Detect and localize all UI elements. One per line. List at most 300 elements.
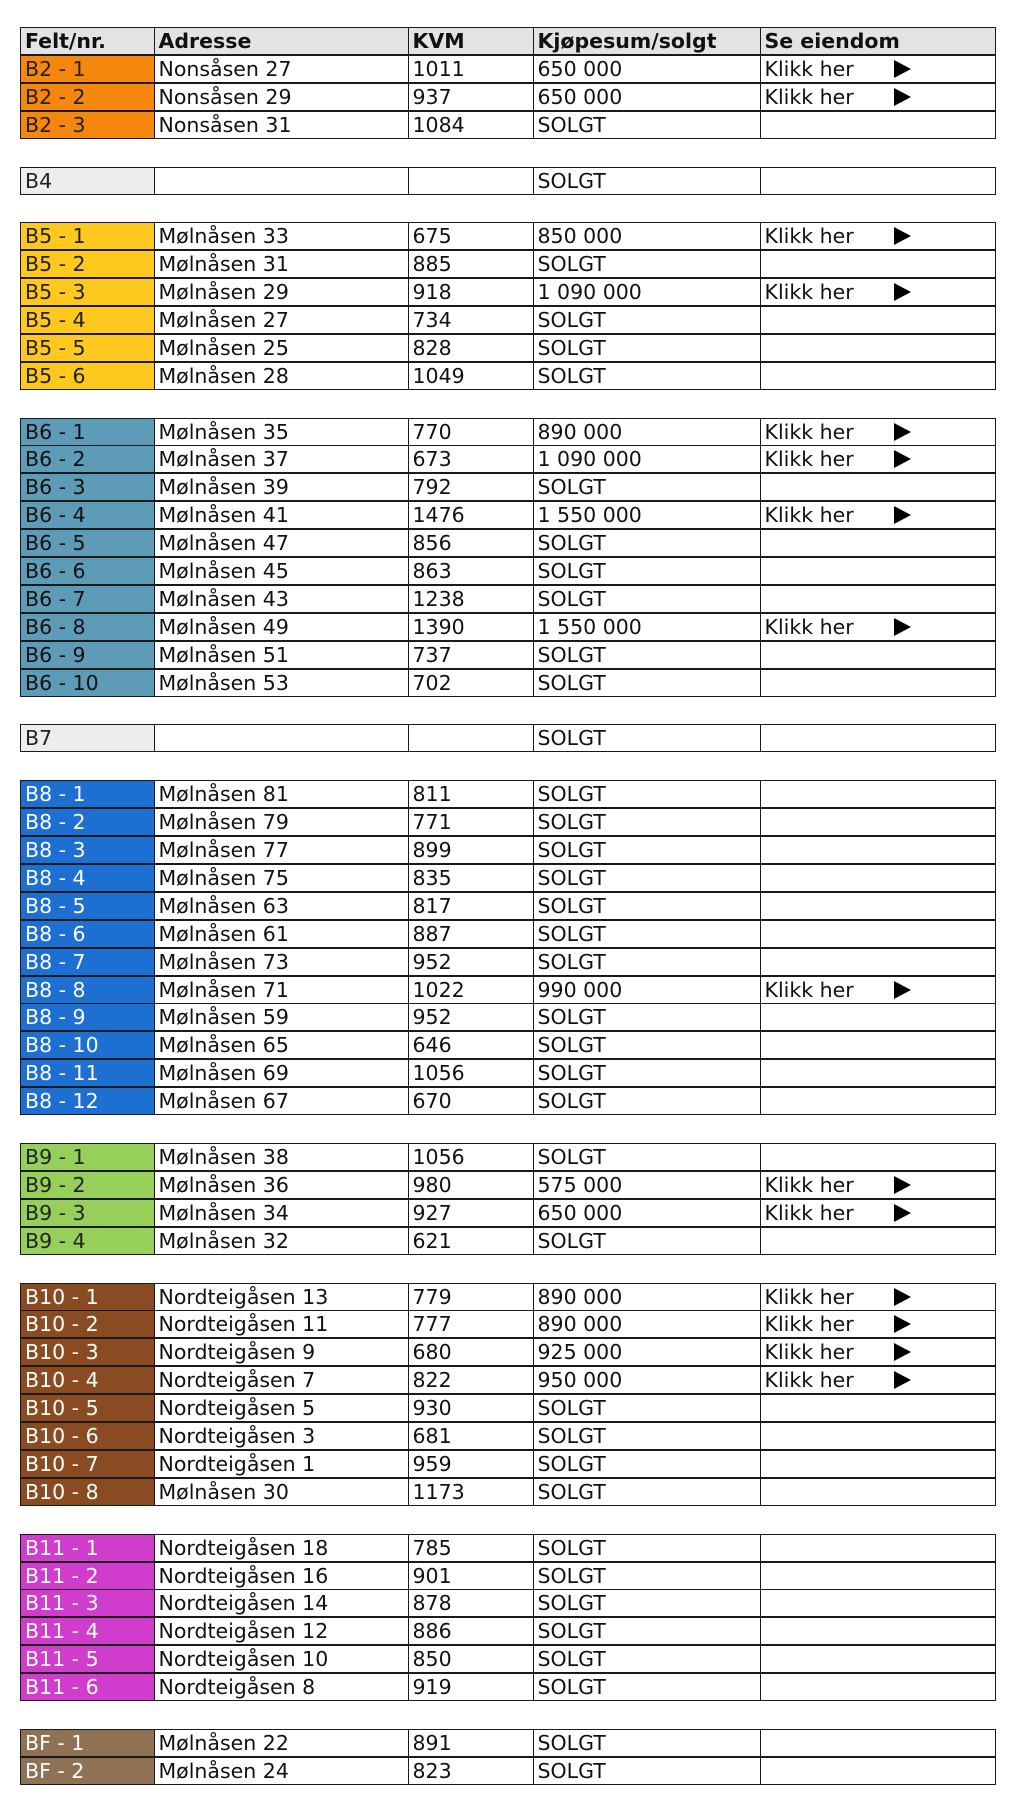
kvm-cell: 1390: [408, 613, 534, 641]
view-property-label[interactable]: Klikk her: [764, 978, 854, 1002]
kvm-cell: 930: [408, 1394, 534, 1422]
plot-id-cell: B8 - 6: [20, 920, 155, 948]
address-cell: [154, 724, 410, 752]
table-row: [20, 334, 996, 362]
view-property-cell: [760, 306, 996, 334]
view-property-cell: [760, 1729, 996, 1757]
table-row: [20, 1366, 996, 1394]
plot-id-cell: B10 - 2: [20, 1310, 155, 1338]
table-row: [20, 836, 996, 864]
address-cell: Mølnåsen 71: [154, 976, 410, 1004]
view-property-cell: [760, 1645, 996, 1673]
address-cell: Nonsåsen 27: [154, 55, 410, 83]
address-cell: Nordteigåsen 3: [154, 1422, 410, 1450]
view-property-label[interactable]: Klikk her: [764, 1173, 854, 1197]
kvm-cell: 980: [408, 1171, 534, 1199]
table-row: [20, 1171, 996, 1199]
plot-id-cell: B5 - 5: [20, 334, 155, 362]
address-cell: Nordteigåsen 13: [154, 1283, 410, 1311]
play-triangle-icon[interactable]: [894, 283, 911, 301]
view-property-label[interactable]: Klikk her: [764, 1340, 854, 1364]
view-property-link[interactable]: [760, 1171, 996, 1199]
plot-id-cell: B7: [20, 724, 155, 752]
table-row: [20, 948, 996, 976]
table-row: [20, 1757, 996, 1785]
price-cell: 1 090 000: [533, 278, 761, 306]
header-felt: Felt/nr.: [20, 27, 155, 55]
plot-id-cell: B10 - 3: [20, 1338, 155, 1366]
address-cell: Mølnåsen 73: [154, 948, 410, 976]
play-triangle-icon[interactable]: [894, 227, 911, 245]
table-row: [20, 1338, 996, 1366]
kvm-cell: 1476: [408, 501, 534, 529]
address-cell: Mølnåsen 47: [154, 529, 410, 557]
kvm-cell: 878: [408, 1589, 534, 1617]
view-property-label[interactable]: Klikk her: [764, 447, 854, 471]
address-cell: Nonsåsen 29: [154, 83, 410, 111]
kvm-cell: [408, 167, 534, 195]
price-cell: 650 000: [533, 55, 761, 83]
price-cell: SOLGT: [533, 1617, 761, 1645]
address-cell: Mølnåsen 79: [154, 808, 410, 836]
kvm-cell: 1049: [408, 362, 534, 390]
kvm-cell: 621: [408, 1227, 534, 1255]
price-cell: 890 000: [533, 1283, 761, 1311]
table-row: [20, 418, 996, 446]
view-property-cell: [760, 948, 996, 976]
price-cell: 575 000: [533, 1171, 761, 1199]
price-cell: SOLGT: [533, 669, 761, 697]
plot-id-cell: B5 - 2: [20, 250, 155, 278]
plot-id-cell: B5 - 3: [20, 278, 155, 306]
view-property-cell: [760, 780, 996, 808]
view-property-cell: [760, 334, 996, 362]
kvm-cell: 927: [408, 1199, 534, 1227]
plot-id-cell: B8 - 1: [20, 780, 155, 808]
play-triangle-icon[interactable]: [894, 423, 911, 441]
view-property-cell: [760, 1617, 996, 1645]
view-property-cell: [760, 557, 996, 585]
address-cell: Mølnåsen 30: [154, 1478, 410, 1506]
view-property-cell: [760, 1394, 996, 1422]
view-property-cell: [760, 1031, 996, 1059]
kvm-cell: 681: [408, 1422, 534, 1450]
kvm-cell: 918: [408, 278, 534, 306]
price-cell: SOLGT: [533, 1227, 761, 1255]
kvm-cell: 670: [408, 1087, 534, 1115]
play-triangle-icon[interactable]: [894, 1176, 911, 1194]
plot-id-cell: B6 - 3: [20, 473, 155, 501]
view-property-cell: [760, 724, 996, 752]
price-cell: SOLGT: [533, 362, 761, 390]
plot-id-cell: B6 - 7: [20, 585, 155, 613]
address-cell: Mølnåsen 38: [154, 1143, 410, 1171]
view-property-cell: [760, 1757, 996, 1785]
plot-id-cell: B10 - 5: [20, 1394, 155, 1422]
kvm-cell: 959: [408, 1450, 534, 1478]
address-cell: Nordteigåsen 1: [154, 1450, 410, 1478]
table-row: [20, 1394, 996, 1422]
table-row: [20, 83, 996, 111]
table-row: [20, 111, 996, 139]
address-cell: Nordteigåsen 9: [154, 1338, 410, 1366]
table-row: [20, 1143, 996, 1171]
plot-id-cell: B5 - 6: [20, 362, 155, 390]
address-cell: Nordteigåsen 10: [154, 1645, 410, 1673]
address-cell: [154, 167, 410, 195]
view-property-cell: [760, 1673, 996, 1701]
table-row: [20, 1534, 996, 1562]
view-property-link[interactable]: [760, 1283, 996, 1311]
view-property-cell: [760, 669, 996, 697]
price-cell: SOLGT: [533, 306, 761, 334]
table-row: [20, 55, 996, 83]
table-row: [20, 306, 996, 334]
table-row: [20, 1087, 996, 1115]
price-cell: 850 000: [533, 222, 761, 250]
view-property-link[interactable]: [760, 1199, 996, 1227]
price-cell: SOLGT: [533, 1673, 761, 1701]
plot-id-cell: B2 - 1: [20, 55, 155, 83]
table-row: [20, 892, 996, 920]
table-row: [20, 1673, 996, 1701]
plot-id-cell: B5 - 4: [20, 306, 155, 334]
table-row: [20, 864, 996, 892]
table-row: [20, 1645, 996, 1673]
address-cell: Mølnåsen 37: [154, 445, 410, 473]
price-cell: SOLGT: [533, 557, 761, 585]
price-cell: SOLGT: [533, 724, 761, 752]
plot-id-cell: B9 - 4: [20, 1227, 155, 1255]
address-cell: Nordteigåsen 16: [154, 1562, 410, 1590]
kvm-cell: 779: [408, 1283, 534, 1311]
price-cell: SOLGT: [533, 1645, 761, 1673]
view-property-link[interactable]: [760, 222, 996, 250]
kvm-cell: 828: [408, 334, 534, 362]
kvm-cell: 919: [408, 1673, 534, 1701]
header-adresse: Adresse: [154, 27, 410, 55]
play-triangle-icon[interactable]: [894, 1371, 911, 1389]
price-cell: SOLGT: [533, 1478, 761, 1506]
table-row: [20, 780, 996, 808]
plot-id-cell: BF - 2: [20, 1757, 155, 1785]
plot-id-cell: B6 - 9: [20, 641, 155, 669]
view-property-label[interactable]: Klikk her: [764, 420, 854, 444]
plot-id-cell: B6 - 10: [20, 669, 155, 697]
table-row: [20, 529, 996, 557]
price-cell: SOLGT: [533, 529, 761, 557]
price-cell: SOLGT: [533, 1059, 761, 1087]
header-se-eiendom: Se eiendom: [760, 27, 996, 55]
address-cell: Mølnåsen 33: [154, 222, 410, 250]
price-cell: SOLGT: [533, 780, 761, 808]
plot-id-cell: B8 - 9: [20, 1003, 155, 1031]
kvm-cell: 1022: [408, 976, 534, 1004]
price-cell: 1 550 000: [533, 613, 761, 641]
address-cell: Mølnåsen 34: [154, 1199, 410, 1227]
view-property-cell: [760, 1227, 996, 1255]
kvm-cell: 823: [408, 1757, 534, 1785]
view-property-cell: [760, 1562, 996, 1590]
view-property-link[interactable]: [760, 1310, 996, 1338]
view-property-cell: [760, 1534, 996, 1562]
price-cell: SOLGT: [533, 1589, 761, 1617]
price-cell: SOLGT: [533, 1729, 761, 1757]
table-row: [20, 167, 996, 195]
plot-id-cell: B10 - 8: [20, 1478, 155, 1506]
address-cell: Nonsåsen 31: [154, 111, 410, 139]
view-property-label[interactable]: Klikk her: [764, 85, 854, 109]
price-cell: SOLGT: [533, 1422, 761, 1450]
table-row: [20, 1003, 996, 1031]
price-cell: SOLGT: [533, 111, 761, 139]
view-property-link[interactable]: [760, 83, 996, 111]
address-cell: Mølnåsen 32: [154, 1227, 410, 1255]
address-cell: Mølnåsen 81: [154, 780, 410, 808]
table-row: [20, 501, 996, 529]
plot-id-cell: B8 - 10: [20, 1031, 155, 1059]
table-row: [20, 278, 996, 306]
address-cell: Mølnåsen 63: [154, 892, 410, 920]
kvm-cell: 817: [408, 892, 534, 920]
address-cell: Mølnåsen 75: [154, 864, 410, 892]
plot-id-cell: B9 - 3: [20, 1199, 155, 1227]
address-cell: Mølnåsen 27: [154, 306, 410, 334]
plot-id-cell: B8 - 5: [20, 892, 155, 920]
view-property-label[interactable]: Klikk her: [764, 1285, 854, 1309]
plot-id-cell: B11 - 1: [20, 1534, 155, 1562]
table-row: [20, 1059, 996, 1087]
view-property-link[interactable]: [760, 976, 996, 1004]
price-cell: SOLGT: [533, 167, 761, 195]
table-row: [20, 808, 996, 836]
price-cell: SOLGT: [533, 864, 761, 892]
view-property-link[interactable]: [760, 445, 996, 473]
kvm-cell: 702: [408, 669, 534, 697]
price-cell: 650 000: [533, 1199, 761, 1227]
view-property-label[interactable]: Klikk her: [764, 224, 854, 248]
play-triangle-icon[interactable]: [894, 506, 911, 524]
address-cell: Mølnåsen 29: [154, 278, 410, 306]
table-row: [20, 557, 996, 585]
address-cell: Nordteigåsen 7: [154, 1366, 410, 1394]
kvm-cell: 675: [408, 222, 534, 250]
view-property-cell: [760, 808, 996, 836]
plot-id-cell: B8 - 2: [20, 808, 155, 836]
table-row: [20, 222, 996, 250]
price-cell: SOLGT: [533, 920, 761, 948]
address-cell: Nordteigåsen 18: [154, 1534, 410, 1562]
view-property-label[interactable]: Klikk her: [764, 1368, 854, 1392]
kvm-cell: 887: [408, 920, 534, 948]
price-cell: SOLGT: [533, 1534, 761, 1562]
kvm-cell: 1084: [408, 111, 534, 139]
play-triangle-icon[interactable]: [894, 1343, 911, 1361]
plot-id-cell: B8 - 11: [20, 1059, 155, 1087]
plot-id-cell: B11 - 3: [20, 1589, 155, 1617]
kvm-cell: 811: [408, 780, 534, 808]
view-property-cell: [760, 1422, 996, 1450]
view-property-link[interactable]: [760, 418, 996, 446]
plot-id-cell: B9 - 1: [20, 1143, 155, 1171]
plot-id-cell: B8 - 8: [20, 976, 155, 1004]
table-row: [20, 1478, 996, 1506]
kvm-cell: 1056: [408, 1143, 534, 1171]
kvm-cell: 952: [408, 948, 534, 976]
view-property-link[interactable]: [760, 613, 996, 641]
address-cell: Mølnåsen 45: [154, 557, 410, 585]
plot-id-cell: B8 - 7: [20, 948, 155, 976]
table-row: [20, 445, 996, 473]
view-property-cell: [760, 1589, 996, 1617]
address-cell: Nordteigåsen 11: [154, 1310, 410, 1338]
table-row: [20, 1199, 996, 1227]
kvm-cell: 899: [408, 836, 534, 864]
table-row: [20, 1227, 996, 1255]
price-cell: SOLGT: [533, 1031, 761, 1059]
view-property-cell: [760, 864, 996, 892]
plot-id-cell: B10 - 4: [20, 1366, 155, 1394]
table-row: [20, 250, 996, 278]
address-cell: Mølnåsen 41: [154, 501, 410, 529]
plot-id-cell: B6 - 4: [20, 501, 155, 529]
play-triangle-icon[interactable]: [894, 1288, 911, 1306]
table-row: [20, 1729, 996, 1757]
view-property-cell: [760, 529, 996, 557]
address-cell: Nordteigåsen 14: [154, 1589, 410, 1617]
plot-id-cell: B6 - 8: [20, 613, 155, 641]
table-row: [20, 473, 996, 501]
table-row: [20, 1562, 996, 1590]
table-row: [20, 724, 996, 752]
play-triangle-icon[interactable]: [894, 450, 911, 468]
play-triangle-icon[interactable]: [894, 60, 911, 78]
plot-id-cell: B11 - 4: [20, 1617, 155, 1645]
table-row: [20, 1589, 996, 1617]
view-property-cell: [760, 473, 996, 501]
view-property-link[interactable]: [760, 1338, 996, 1366]
price-cell: SOLGT: [533, 892, 761, 920]
header-kjopesum: Kjøpesum/solgt: [533, 27, 761, 55]
play-triangle-icon[interactable]: [894, 618, 911, 636]
address-cell: Mølnåsen 49: [154, 613, 410, 641]
table-row: [20, 920, 996, 948]
plot-id-cell: B11 - 5: [20, 1645, 155, 1673]
view-property-label[interactable]: Klikk her: [764, 615, 854, 639]
view-property-label[interactable]: Klikk her: [764, 503, 854, 527]
view-property-link[interactable]: [760, 1366, 996, 1394]
view-property-cell: [760, 1087, 996, 1115]
table-row: [20, 1310, 996, 1338]
price-cell: SOLGT: [533, 1562, 761, 1590]
kvm-cell: 850: [408, 1645, 534, 1673]
view-property-link[interactable]: [760, 501, 996, 529]
kvm-cell: 937: [408, 83, 534, 111]
address-cell: Mølnåsen 31: [154, 250, 410, 278]
table-row: [20, 641, 996, 669]
play-triangle-icon[interactable]: [894, 981, 911, 999]
kvm-cell: 1238: [408, 585, 534, 613]
view-property-cell: [760, 892, 996, 920]
address-cell: Mølnåsen 24: [154, 1757, 410, 1785]
view-property-link[interactable]: [760, 55, 996, 83]
table-row: [20, 1031, 996, 1059]
price-cell: SOLGT: [533, 641, 761, 669]
address-cell: Mølnåsen 43: [154, 585, 410, 613]
view-property-link[interactable]: [760, 278, 996, 306]
view-property-cell: [760, 836, 996, 864]
address-cell: Mølnåsen 39: [154, 473, 410, 501]
plot-id-cell: B6 - 2: [20, 445, 155, 473]
address-cell: Nordteigåsen 5: [154, 1394, 410, 1422]
plot-id-cell: B6 - 5: [20, 529, 155, 557]
price-cell: 950 000: [533, 1366, 761, 1394]
kvm-cell: 792: [408, 473, 534, 501]
table-row: [20, 1422, 996, 1450]
plot-id-cell: BF - 1: [20, 1729, 155, 1757]
view-property-cell: [760, 1059, 996, 1087]
header-row: [20, 27, 996, 55]
play-triangle-icon[interactable]: [894, 1204, 911, 1222]
price-cell: SOLGT: [533, 808, 761, 836]
play-triangle-icon[interactable]: [894, 1315, 911, 1333]
view-property-cell: [760, 585, 996, 613]
view-property-cell: [760, 1003, 996, 1031]
header-kvm: KVM: [408, 27, 534, 55]
view-property-label[interactable]: Klikk her: [764, 57, 854, 81]
address-cell: Mølnåsen 22: [154, 1729, 410, 1757]
address-cell: Mølnåsen 36: [154, 1171, 410, 1199]
view-property-label[interactable]: Klikk her: [764, 1201, 854, 1225]
kvm-cell: 734: [408, 306, 534, 334]
kvm-cell: 680: [408, 1338, 534, 1366]
address-cell: Nordteigåsen 12: [154, 1617, 410, 1645]
kvm-cell: 1056: [408, 1059, 534, 1087]
price-cell: SOLGT: [533, 948, 761, 976]
kvm-cell: 835: [408, 864, 534, 892]
price-cell: SOLGT: [533, 1087, 761, 1115]
kvm-cell: 646: [408, 1031, 534, 1059]
address-cell: Mølnåsen 25: [154, 334, 410, 362]
kvm-cell: 1011: [408, 55, 534, 83]
table-row: [20, 585, 996, 613]
table-row: [20, 362, 996, 390]
plot-id-cell: B10 - 1: [20, 1283, 155, 1311]
view-property-cell: [760, 111, 996, 139]
plot-id-cell: B2 - 3: [20, 111, 155, 139]
price-cell: SOLGT: [533, 1757, 761, 1785]
price-cell: SOLGT: [533, 334, 761, 362]
price-cell: SOLGT: [533, 250, 761, 278]
plot-id-cell: B8 - 3: [20, 836, 155, 864]
view-property-label[interactable]: Klikk her: [764, 280, 854, 304]
price-cell: 1 090 000: [533, 445, 761, 473]
view-property-label[interactable]: Klikk her: [764, 1312, 854, 1336]
table-row: [20, 613, 996, 641]
view-property-cell: [760, 1478, 996, 1506]
price-cell: SOLGT: [533, 1394, 761, 1422]
plot-id-cell: B9 - 2: [20, 1171, 155, 1199]
table-row: [20, 1617, 996, 1645]
table-row: [20, 669, 996, 697]
plot-id-cell: B6 - 1: [20, 418, 155, 446]
kvm-cell: 952: [408, 1003, 534, 1031]
view-property-cell: [760, 1143, 996, 1171]
address-cell: Mølnåsen 67: [154, 1087, 410, 1115]
play-triangle-icon[interactable]: [894, 88, 911, 106]
kvm-cell: 771: [408, 808, 534, 836]
kvm-cell: 737: [408, 641, 534, 669]
